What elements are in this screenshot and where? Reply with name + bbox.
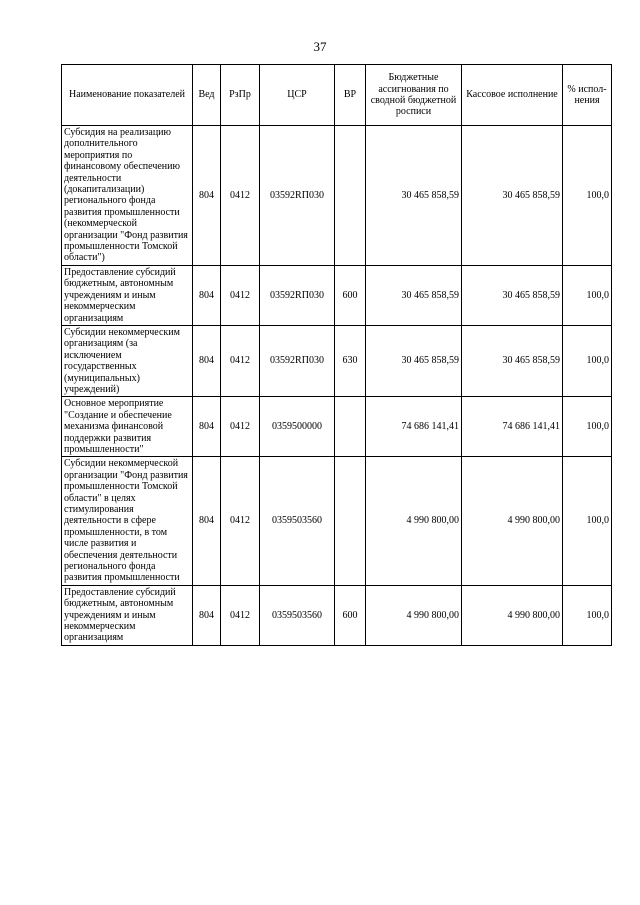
row-csr: 03592RП030 [260,325,335,396]
row-name: Предоставление субсидий бюджетным, автономным учреждениям и иным некоммерческим организациям [62,585,193,645]
row-percent: 100,0 [563,126,612,266]
row-rzpr: 0412 [221,457,260,585]
row-percent: 100,0 [563,325,612,396]
row-name: Субсидия на реализацию дополнительного мероприятия по финансовому обеспечению деятельности (докапитализации) регионального фонда развития промышленности (некоммерческой организации "Фонд развития промышленности Томской области") [62,126,193,266]
row-rzpr: 0412 [221,126,260,266]
row-budget: 30 465 858,59 [366,325,462,396]
row-csr: 03592RП030 [260,265,335,325]
table-row [62,126,612,266]
row-budget: 4 990 800,00 [366,585,462,645]
page-number: 37 [313,39,327,54]
row-rzpr: 0412 [221,265,260,325]
table-row [62,457,612,585]
row-cash: 30 465 858,59 [462,325,563,396]
header-ved: Вед [193,65,221,126]
header-budget: Бюджетные ассигнования по сводной бюджетной росписи [366,65,462,126]
row-name: Субсидии некоммерческой организации "Фонд развития промышленности Томской области" в целях стимулирования деятельности в сфере промышленности, в том числе развития и обеспечения деятельности регионального фонда развития промышленности [62,457,193,585]
header-name: Наименование показателей [62,65,193,126]
row-ved: 804 [193,457,221,585]
row-vr: 600 [335,265,366,325]
table-row [62,585,612,645]
header-csr: ЦСР [260,65,335,126]
row-csr: 0359503560 [260,585,335,645]
row-budget: 30 465 858,59 [366,265,462,325]
row-vr: 630 [335,325,366,396]
header-vr: ВР [335,65,366,126]
row-vr [335,457,366,585]
table-row [62,265,612,325]
row-name: Субсидии некоммерческим организациям (за исключением государственных (муниципальных) учреждений) [62,325,193,396]
table-row [62,325,612,396]
row-ved: 804 [193,265,221,325]
row-csr: 03592RП030 [260,126,335,266]
header-cash: Кассовое исполнение [462,65,563,126]
row-percent: 100,0 [563,265,612,325]
budget-execution-table [61,64,612,646]
row-cash: 4 990 800,00 [462,585,563,645]
row-budget: 74 686 141,41 [366,397,462,457]
row-cash: 4 990 800,00 [462,457,563,585]
row-cash: 74 686 141,41 [462,397,563,457]
row-csr: 0359503560 [260,457,335,585]
row-percent: 100,0 [563,397,612,457]
row-rzpr: 0412 [221,585,260,645]
header-rzpr: РзПр [221,65,260,126]
header-percent: % испол-нения [563,65,612,126]
table-row [62,397,612,457]
row-vr [335,397,366,457]
row-rzpr: 0412 [221,397,260,457]
table-header-row [62,65,612,126]
row-csr: 0359500000 [260,397,335,457]
row-ved: 804 [193,126,221,266]
row-vr [335,126,366,266]
row-budget: 30 465 858,59 [366,126,462,266]
row-rzpr: 0412 [221,325,260,396]
row-budget: 4 990 800,00 [366,457,462,585]
row-cash: 30 465 858,59 [462,126,563,266]
row-vr: 600 [335,585,366,645]
row-ved: 804 [193,397,221,457]
row-cash: 30 465 858,59 [462,265,563,325]
row-ved: 804 [193,325,221,396]
row-name: Основное мероприятие "Создание и обеспечение механизма финансовой поддержки развития промышленности" [62,397,193,457]
row-percent: 100,0 [563,585,612,645]
row-ved: 804 [193,585,221,645]
row-percent: 100,0 [563,457,612,585]
row-name: Предоставление субсидий бюджетным, автономным учреждениям и иным некоммерческим организациям [62,265,193,325]
